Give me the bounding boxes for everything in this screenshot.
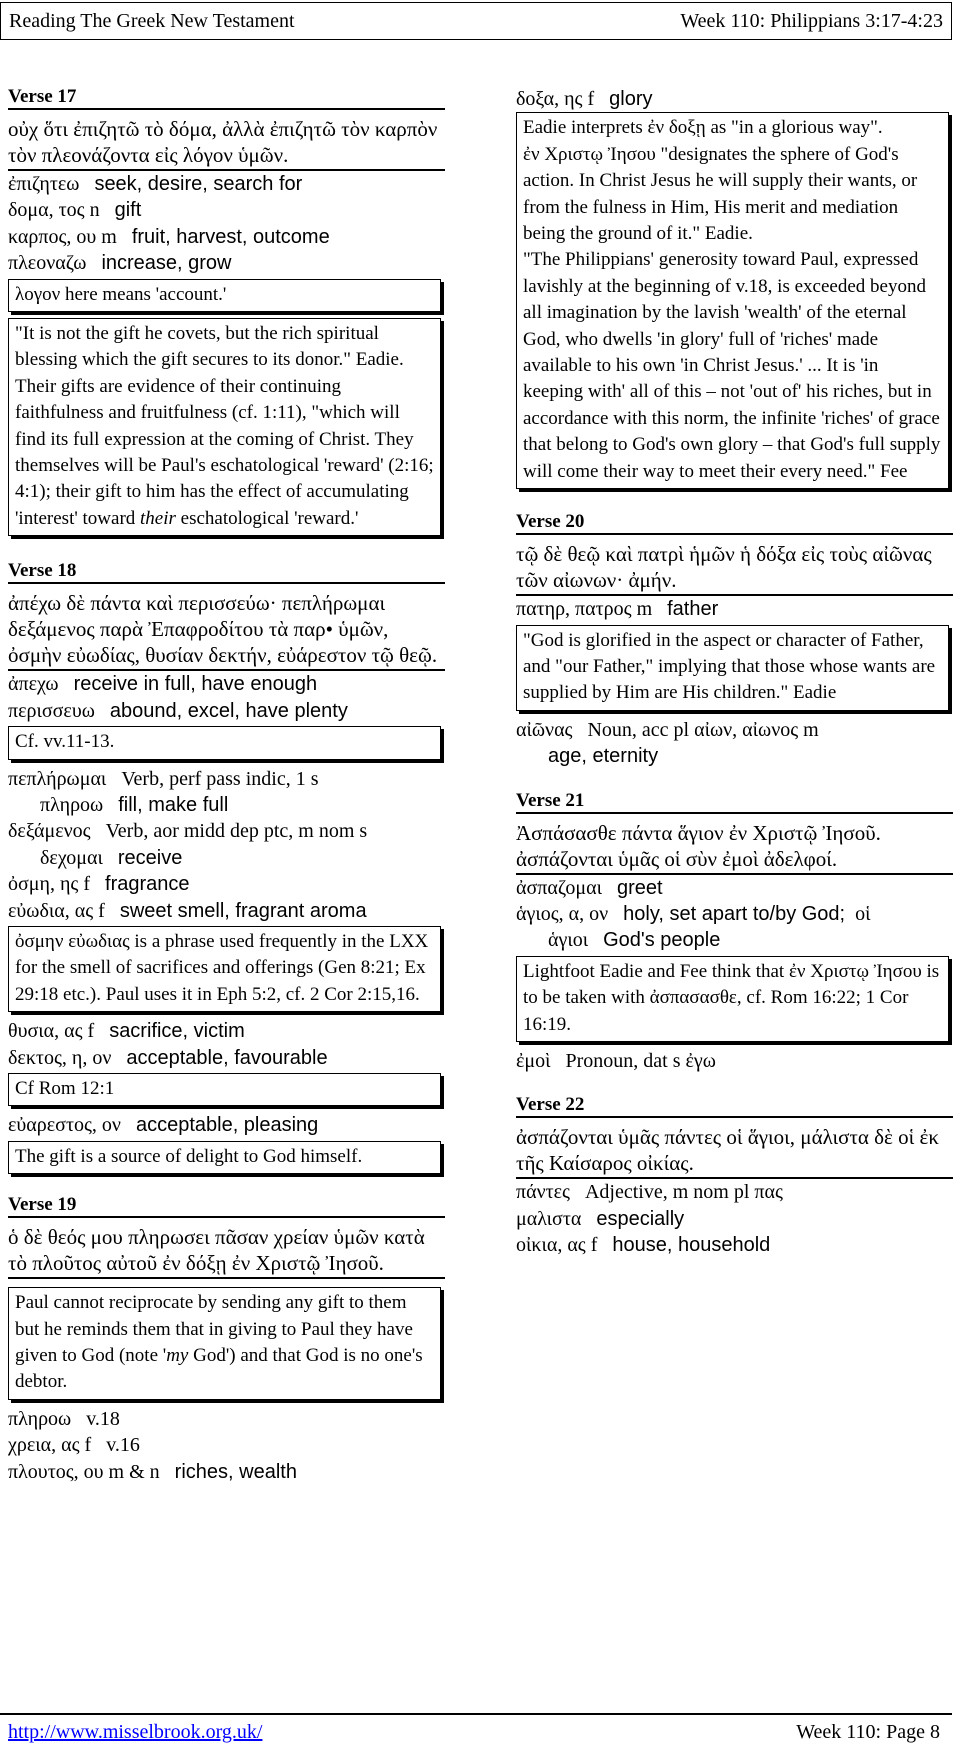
vocab-english: abound, excel, have plenty (109, 699, 348, 722)
verse-21-vocab (516, 1048, 953, 1074)
verse-18-note-rom: Cf Rom 12:1 (8, 1073, 441, 1106)
note-text: "The Philippians' generosity toward Paul, expressed lavishly at the beginning of v.18, is exceeded beyond all imagination by the lavish 'wealth' of the eternal God, who dwells 'in glory' full of 'riches' made available to his own 'in Christ Jesus.' ... It is 'in keeping with' all of this – not 'out of' his riches, but in accordance with this norm, the infinite 'riches' of grace that belong to God's own glory – that God's full supply will come their way to meet their every need." Fee (523, 249, 941, 482)
right-column (516, 86, 953, 1259)
vocab-greek: περισσευω (8, 699, 95, 722)
vocab-line (8, 871, 445, 897)
vocab-greek: μαλιστα (516, 1207, 582, 1230)
vocab-line (8, 1112, 445, 1138)
vocab-english: Pronoun, dat s ἐγω (565, 1049, 716, 1072)
vocab-line (516, 901, 953, 927)
vocab-greek: δεξάμενος (8, 820, 91, 843)
vocab-line (8, 1432, 445, 1458)
note-text: God') and that God is no one's debtor. (15, 1345, 423, 1393)
vocab-line (516, 743, 953, 769)
vocab-greek: ἁγιοι (548, 929, 589, 952)
vocab-greek: πλουτος, ου m & n (8, 1460, 160, 1483)
vocab-english: glory (609, 88, 653, 110)
vocab-greek: δοξα, ης f (516, 88, 595, 110)
note-greek: ἐν δοξῃ (647, 117, 706, 139)
vocab-english: Verb, aor midd dep ptc, m nom s (105, 820, 368, 843)
vocab-line (516, 875, 953, 901)
verse-17-greek: οὐχ ὅτι ἐπιζητῶ τὸ δόμα, ἀλλὰ ἐπιζητῶ τὸν καρπὸν τὸν πλεονάζοντα εἰς λόγον ὑμῶν. (8, 116, 445, 171)
page-footer (0, 1713, 952, 1743)
vocab-english: sweet smell, fragrant aroma (119, 899, 367, 922)
vocab-line (516, 927, 953, 953)
vocab-greek: καρπος, ου m (8, 225, 117, 248)
vocab-line (8, 766, 445, 792)
vocab-line (8, 698, 445, 724)
vocab-greek: ὀσμη, ης f (8, 873, 91, 896)
vocab-english: Noun, acc pl αἰων, αἰωνος m (587, 718, 819, 741)
vocab-greek: χρεια, ας f (8, 1434, 92, 1457)
note-greek: ἀσπασασθε (649, 987, 737, 1009)
verse-18-vocab (8, 1018, 445, 1071)
verse-19-vocab (8, 1406, 445, 1485)
verse-18-vocab (8, 1112, 445, 1138)
vocab-english: v.16 (106, 1434, 140, 1457)
vocab-line (8, 792, 445, 818)
verse-19-greek: ὁ δὲ θεός μου πληρωσει πᾶσαν χρείαν ὑμῶν κατὰ τὸ πλοῦτος αὐτοῦ ἐν δόξῃ ἐν Χριστῷ Ἰησοῦ. (8, 1224, 445, 1279)
verse-17-note-logos: λογον here means 'account.' (8, 279, 441, 312)
vocab-line (8, 1045, 445, 1071)
vocab-greek: ἀπεχω (8, 673, 59, 696)
left-column (8, 86, 445, 1485)
verse-18-note-lxx (8, 926, 441, 1012)
verse-22-heading: Verse 22 (516, 1094, 953, 1118)
verse-20-note: "God is glorified in the aspect or character of Father, and "our Father," implying that those whose wants are supplied by Him are His children." Eadie (516, 625, 949, 711)
verse-19-note (8, 1287, 441, 1400)
vocab-greek: ἐμοὶ (516, 1049, 551, 1072)
vocab-english: acceptable, favourable (126, 1046, 328, 1069)
vocab-greek: πληροω (40, 793, 104, 816)
vocab-line (8, 197, 445, 223)
vocab-greek: πληροω (8, 1407, 72, 1430)
vocab-greek: δομα, τος n (8, 199, 100, 222)
vocab-greek: οἱ (855, 902, 871, 925)
vocab-english: especially (596, 1207, 685, 1230)
verse-20-vocab (516, 596, 953, 622)
note-text: "designates the sphere of God's action. In Christ Jesus he will supply their wants, or from the fulness in Him, His merit and mediation being the ground of it." Eadie. (523, 143, 918, 245)
note-text: , cf. Rom 16:22; 1 Cor 16:19. (523, 987, 909, 1035)
vocab-greek: δεχομαι (40, 846, 103, 869)
verse-18-vocab (8, 766, 445, 924)
vocab-line (8, 1406, 445, 1432)
note-italic: my (166, 1345, 189, 1366)
verse-17-vocab (8, 171, 445, 277)
vocab-greek: δεκτος, η, ον (8, 1046, 112, 1069)
note-text: as "in a glorious way". (705, 117, 883, 139)
vocab-english: holy, set apart to/by God; (623, 902, 846, 925)
verse-22-vocab (516, 1179, 953, 1258)
note-italic: their (140, 507, 176, 529)
vocab-line (8, 671, 445, 697)
verse-18-note-delight: The gift is a source of delight to God himself. (8, 1141, 441, 1174)
vocab-line (8, 818, 445, 844)
note-text: Lightfoot Eadie and Fee think that (523, 960, 789, 982)
vocab-english: sacrifice, victim (109, 1020, 245, 1043)
verse-19-note-eadie (516, 112, 949, 489)
vocab-greek: ἐπιζητεω (8, 173, 80, 195)
page-number: Week 110: Page 8 (796, 1721, 940, 1743)
vocab-line (516, 86, 953, 112)
vocab-line (8, 171, 445, 197)
vocab-line (8, 224, 445, 250)
vocab-english: receive (117, 846, 183, 869)
vocab-greek: εὐωδια, ας f (8, 899, 105, 922)
note-greek: ἐν Χριστῳ Ἰησου (788, 960, 922, 982)
verse-18-vocab (8, 671, 445, 724)
note-text: Paul cannot reciprocate by sending any gift to them but he reminds them that in giving to Paul they have given to God (note ' (15, 1292, 413, 1366)
vocab-greek: ἁγιος, α, ον (516, 902, 609, 925)
verse-21-greek: Ἀσπάσασθε πάντα ἅγιον ἐν Χριστῷ Ἰησοῦ. ἀσπάζονται ὑμᾶς οἱ σὺν ἐμοὶ ἀδελφοί. (516, 820, 953, 875)
vocab-english: riches, wealth (174, 1460, 297, 1483)
vocab-english: Adjective, m nom pl πας (584, 1181, 783, 1204)
vocab-english: fragrance (105, 873, 190, 896)
note-text: Eadie interprets (523, 117, 648, 139)
verse-18-greek: ἀπέχω δὲ πάντα καὶ περισσεύω· πεπλήρωμαι δεξάμενος παρὰ Ἐπαφροδίτου τὰ παρ• ὑμῶν, ὀσμὴν εὐωδίας, θυσίαν δεκτήν, εὐάρεστον τῷ θεῷ. (8, 590, 445, 671)
vocab-greek: εὐαρεστος, ον (8, 1114, 121, 1137)
verse-20-heading: Verse 20 (516, 511, 953, 535)
verse-21-note (516, 956, 949, 1042)
vocab-greek: πεπλήρωμαι (8, 767, 107, 790)
verse-21-vocab (516, 875, 953, 954)
verse-19-vocab-continued (516, 86, 953, 112)
vocab-english: Verb, perf pass indic, 1 s (121, 767, 319, 790)
vocab-line (516, 1048, 953, 1074)
vocab-line (516, 596, 953, 622)
note-text: "It is not the gift he covets, but the rich spiritual blessing which the gift secures to its donor." Eadie. Their gifts are evidence of their continuing faithfulness and fruitfulness (cf. 1:11), "which will find its full expression at the coming of Christ. They themselves will be Paul's eschatological 'reward' (2:16; 4:1); their gift to him has the effect of accumulating 'interest' toward (15, 323, 434, 529)
note-text: is a phrase used frequently in the LXX for the smell of sacrifices and offerings (Gen 8:21; Ex 29:18 etc.). Paul uses it in Eph 5:2, cf. 2 Cor 2:15,16. (15, 930, 429, 1005)
vocab-english: v.18 (86, 1407, 120, 1430)
vocab-english: receive in full, have enough (73, 673, 318, 696)
vocab-english: God's people (603, 929, 721, 952)
vocab-line (8, 845, 445, 871)
document-title: Reading The Greek New Testament (9, 10, 295, 32)
vocab-line (8, 1459, 445, 1485)
vocab-greek: θυσια, ας f (8, 1020, 95, 1043)
note-greek: ἐν Χριστῳ Ἰησου (523, 143, 656, 165)
vocab-english: acceptable, pleasing (135, 1114, 319, 1137)
verse-21-heading: Verse 21 (516, 790, 953, 814)
vocab-greek: πάντες (516, 1181, 570, 1204)
vocab-line (8, 1018, 445, 1044)
vocab-line (516, 1179, 953, 1205)
vocab-english: greet (616, 876, 663, 899)
vocab-english: fruit, harvest, outcome (131, 225, 330, 248)
vocab-greek: αἰῶνας (516, 718, 573, 741)
vocab-line (8, 250, 445, 276)
verse-20-greek: τῷ δὲ θεῷ καὶ πατρὶ ἡμῶν ἡ δόξα εἰς τοὺς αἰῶνας τῶν αἰωνων· ἀμήν. (516, 541, 953, 596)
note-greek: ὀσμην εὐωδιας (15, 930, 130, 952)
vocab-english: father (667, 598, 719, 621)
vocab-line (516, 1206, 953, 1232)
verse-18-note-cf: Cf. vv.11-13. (8, 726, 441, 759)
vocab-line (516, 1232, 953, 1258)
vocab-english: fill, make full (118, 793, 229, 816)
vocab-english: house, household (612, 1234, 771, 1257)
verse-17-heading: Verse 17 (8, 86, 445, 110)
vocab-greek: πλεοναζω (8, 252, 87, 275)
verse-19-heading: Verse 19 (8, 1194, 445, 1218)
vocab-english: seek, desire, search for (94, 173, 303, 195)
vocab-english: increase, grow (101, 252, 232, 275)
vocab-english: gift (114, 199, 142, 222)
page-header (0, 2, 952, 40)
vocab-line (8, 898, 445, 924)
vocab-line (516, 717, 953, 743)
verse-17-note-eadie (8, 318, 441, 536)
note-text: is to be taken with (523, 960, 940, 1009)
verse-18-heading: Verse 18 (8, 560, 445, 584)
vocab-greek: πατηρ, πατρος m (516, 598, 653, 621)
verse-22-greek: ἀσπάζονται ὑμᾶς πάντες οἱ ἅγιοι, μάλιστα δὲ οἱ ἐκ τῆς Καίσαρος οἰκίας. (516, 1124, 953, 1179)
week-label: Week 110: Philippians 3:17-4:23 (680, 10, 943, 32)
website-link[interactable]: http://www.misselbrook.org.uk/ (8, 1721, 263, 1743)
vocab-greek: οἰκια, ας f (516, 1234, 598, 1257)
note-text: eschatological 'reward.' (175, 507, 359, 529)
vocab-greek: ἀσπαζομαι (516, 876, 602, 899)
vocab-english: age, eternity (548, 745, 659, 768)
